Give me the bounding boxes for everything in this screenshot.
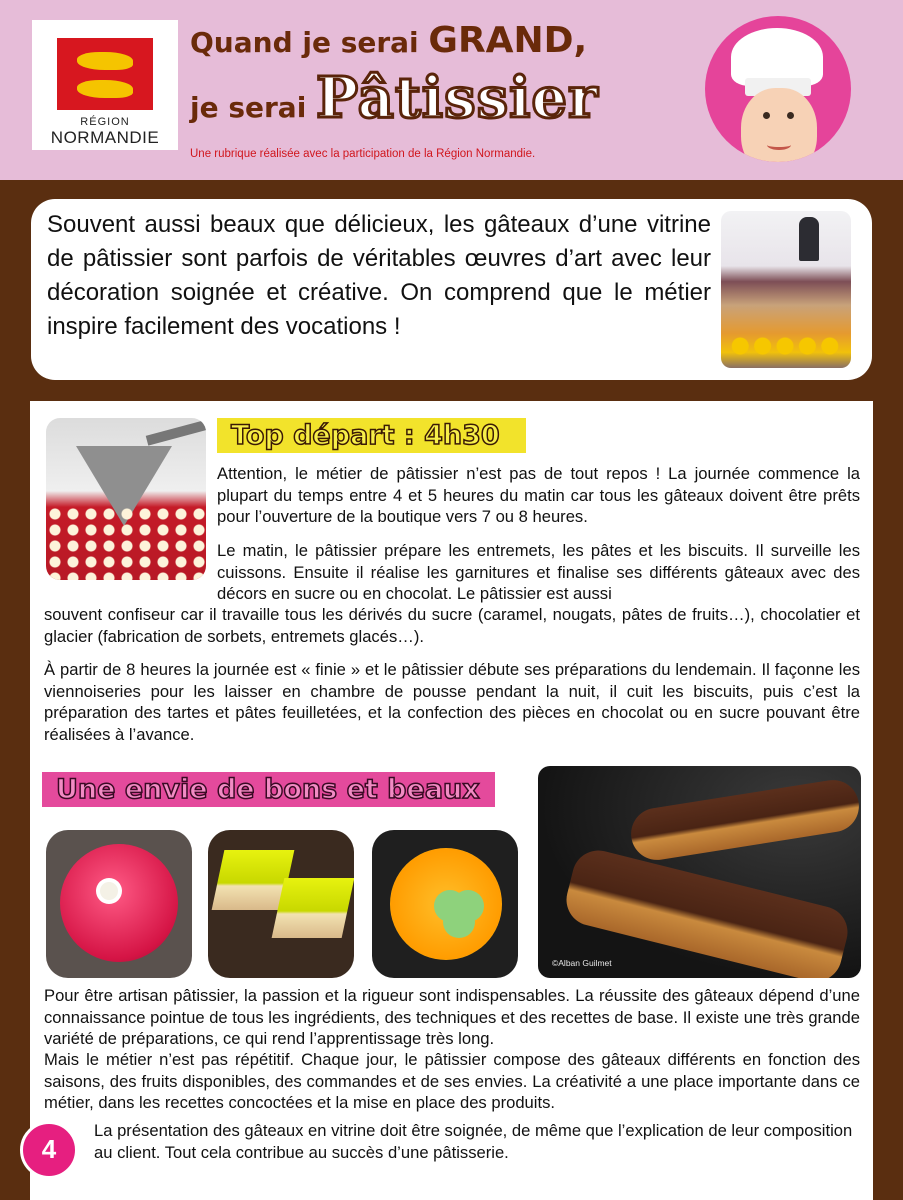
header — [0, 0, 903, 180]
title-line-2-big: Pâtissier — [316, 65, 599, 131]
chocolate-eclair-photo — [538, 766, 861, 978]
lion-icon — [77, 80, 133, 98]
lemon-slices-photo — [208, 830, 354, 978]
yellow-pastries-row — [729, 337, 841, 355]
page-number: 4 — [41, 1134, 57, 1164]
title-line-1-prefix: Quand je serai — [190, 26, 419, 59]
funnel-handle — [146, 420, 206, 445]
subtitle: Une rubrique réalisée avec la participation de la Région Normandie. — [190, 148, 536, 160]
title-line-2 — [190, 65, 599, 131]
raspberry-cake-photo — [46, 830, 192, 978]
eclair — [627, 776, 861, 863]
orange-tart — [390, 848, 502, 960]
intro-box — [31, 199, 872, 380]
paragraph-matin: Le matin, le pâtissier prépare les entremets, les pâtes et les biscuits. Il surveille les cuissons. Ensuite il réalise les garnitures et finalise ses différents gâteaux avec des décors en sucre ou en chocolat. Le pâtissier est aussi — [217, 541, 860, 603]
paragraph-matin-continued: souvent confiseur car il travaille tous les dérivés du sucre (caramel, nougats, pâtes de fruits…), chocolatier et glacier (fabrication de sorbets, entremets glacés…). — [44, 605, 860, 646]
title-line-1 — [190, 20, 587, 61]
clover-decoration-icon — [434, 890, 466, 922]
page-number-badge — [20, 1121, 78, 1179]
paragraph-attention: Attention, le métier de pâtissier n’est pas de tout repos ! La journée commence la plupart du temps entre 4 et 5 heures du matin car tous les gâteaux doivent être prêts pour l’ouverture de la boutique vers 7 ou 8 heures. — [217, 464, 860, 526]
paragraph-presentation: La présentation des gâteaux en vitrine doit être soignée, de même que l’explication de leur composition au client. Tout cela contribue au succès d’une pâtisserie. — [94, 1121, 853, 1162]
section-heading-top-depart-text: Top départ : 4h30 — [231, 420, 500, 451]
paragraph-creativite: Mais le métier n’est pas répétitif. Chaque jour, le pâtissier compose des gâteaux différents en fonction des saisons, des fruits disponibles, des commandes et de ses envies. La créativité a une place importante dans ce métier, dans les recettes concoctées et la mise en place des produits. — [44, 1050, 860, 1112]
pastry-chef-figure — [799, 217, 819, 261]
piping-funnel-photo — [46, 418, 206, 580]
paragraph-8-heures: À partir de 8 heures la journée est « finie » et le pâtissier débute ses préparations du lendemain. Il façonne les viennoiseries pour les laisser en chambre de pousse pendant la nuit, il cuit les biscuits, puis c’est la préparation des tartes et pâtes feuilletées, et la confection des pièces en chocolat ou en sucre pouvant être réalisées à l’avance. — [44, 660, 860, 744]
title-line-2-prefix: je serai — [190, 91, 307, 124]
silicone-mold-dots — [46, 506, 206, 580]
pastry-display-photo — [721, 211, 851, 368]
flower-decoration-icon — [100, 882, 118, 900]
logo-normandie-text: NORMANDIE — [50, 128, 160, 147]
intro-text: Souvent aussi beaux que délicieux, les gâteaux d’une vitrine de pâtissier sont parfois de véritables œuvres d’art avec leur décoration soignée et créative. On comprend que le métier inspire facilement des vocations ! — [47, 211, 711, 340]
paragraph-artisan: Pour être artisan pâtissier, la passion et la rigueur sont indispensables. La réussite des gâteaux dépend d’une connaissance pointue de tous les ingrédients, des techniques et des recettes de base. Il existe une très grande variété de préparations, ce qui rend l’apprentissage très long. — [44, 986, 860, 1048]
logo-region-text: RÉGION — [80, 116, 130, 128]
eye-icon — [763, 112, 770, 119]
photo-credit: ©Alban Guilmet — [552, 958, 612, 968]
lion-icon — [77, 52, 133, 70]
chef-mascot-icon — [705, 16, 851, 162]
eye-icon — [787, 112, 794, 119]
section-heading-top-depart — [217, 418, 526, 453]
title-line-1-big: GRAND, — [428, 20, 588, 61]
main-content — [30, 401, 873, 1200]
smile-icon — [767, 140, 791, 150]
lemon-cake-slice — [272, 878, 354, 938]
region-normandie-logo — [32, 20, 178, 150]
clover-tart-photo — [372, 830, 518, 978]
section-heading-bons-beaux — [42, 772, 495, 807]
section-heading-bons-beaux-text: Une envie de bons et beaux — [56, 774, 480, 805]
normandy-flag-icon — [57, 38, 153, 110]
pink-glazed-cake — [60, 844, 178, 962]
child-face-icon — [741, 88, 817, 162]
